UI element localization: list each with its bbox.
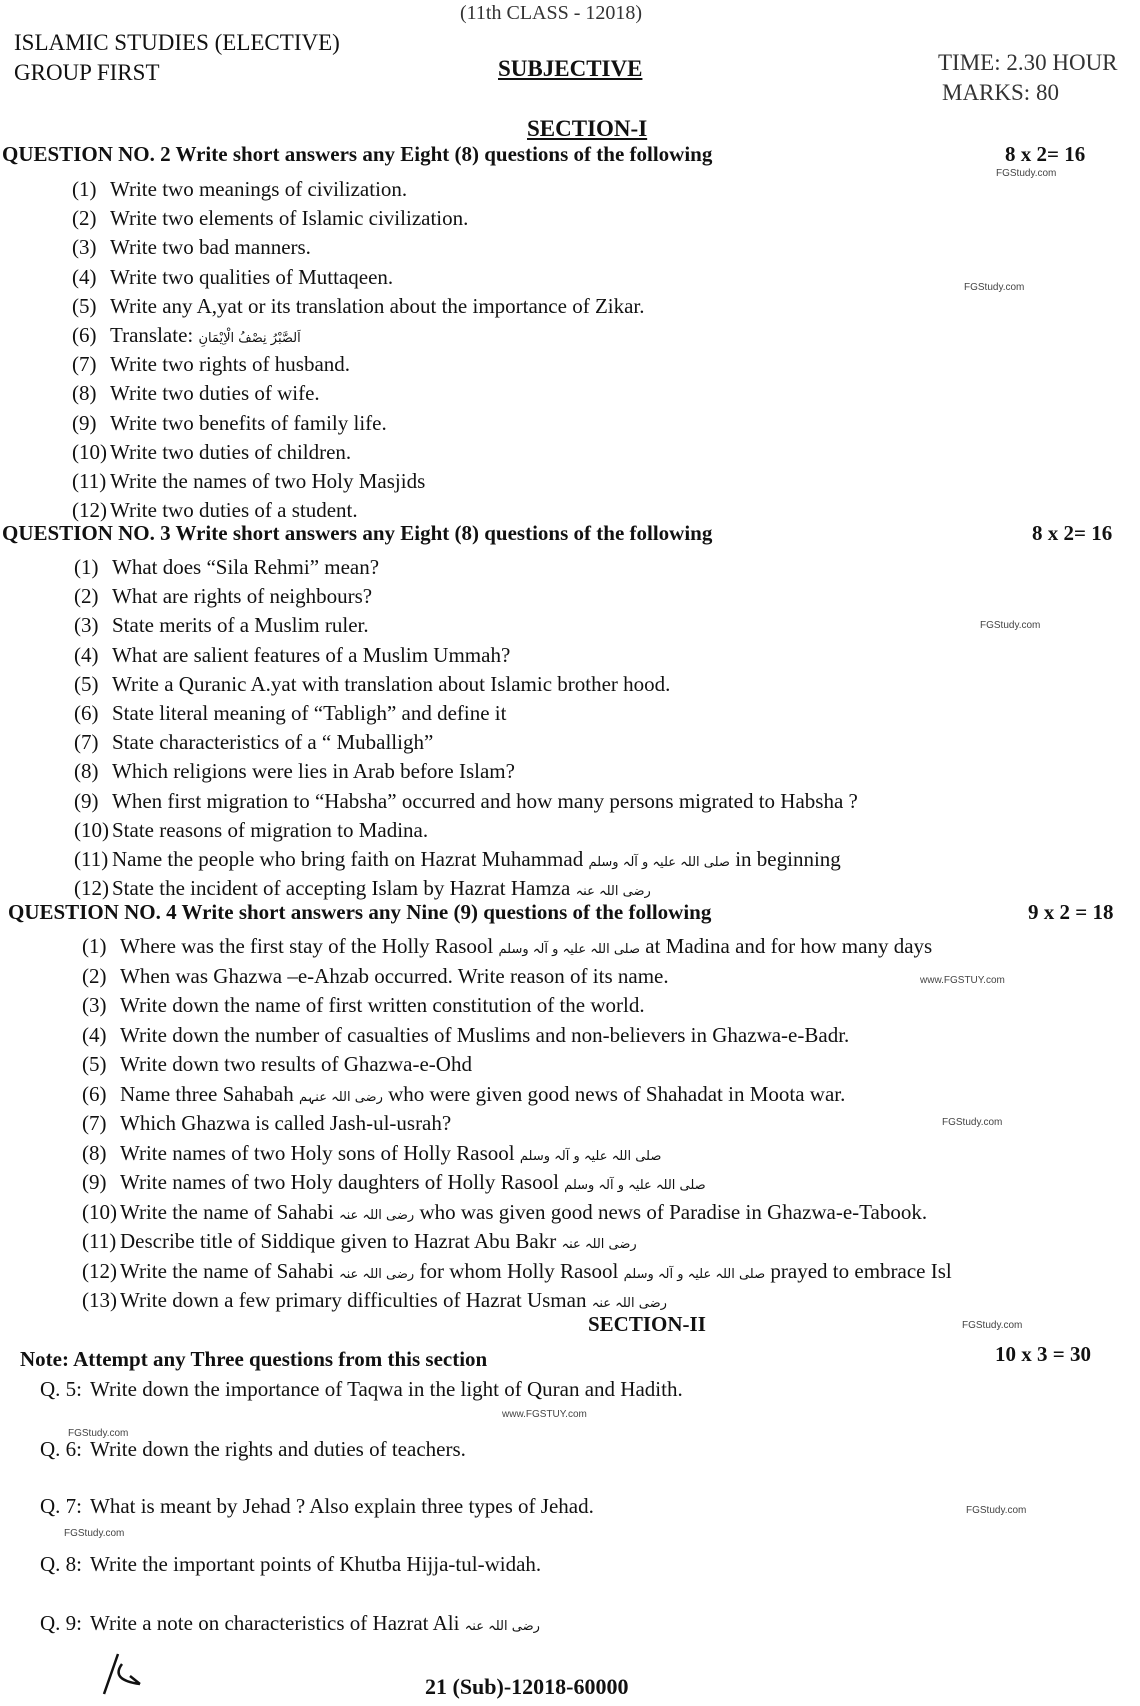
item-text: What is meant by Jehad ? Also explain three types of Jehad.	[90, 1494, 594, 1518]
item-number: (11)	[82, 1229, 117, 1253]
question-item	[82, 1168, 952, 1198]
item-text: Write two elements of Islamic civilization.	[110, 206, 469, 231]
time-label: TIME: 2.30 HOUR	[938, 50, 1118, 75]
item-number: (7)	[74, 730, 99, 755]
item-text: Name three Sahabah	[120, 1081, 300, 1106]
item-text: State merits of a Muslim ruler.	[112, 613, 369, 638]
item-text: Write two benefits of family life.	[110, 410, 387, 435]
long-question	[40, 1377, 683, 1402]
section-2-marks: 10 x 3 = 30	[995, 1342, 1091, 1366]
question-4-heading	[8, 900, 1114, 925]
item-number: Q. 8:	[40, 1552, 82, 1576]
item-number: (13)	[82, 1288, 117, 1312]
question-2-heading	[2, 142, 1086, 167]
item-number: (8)	[82, 1140, 107, 1165]
item-text-continued: who were given good news of Shahadat in Moota war.	[382, 1081, 846, 1106]
question-item	[72, 263, 645, 292]
item-text: State the incident of accepting Islam by Hazrat Hamza	[112, 876, 576, 901]
arabic-honorific: رضی اللہ عنہم	[299, 1089, 383, 1105]
question-item	[72, 467, 645, 496]
section-2-title: SECTION-II	[588, 1312, 706, 1336]
item-number: (11)	[74, 846, 109, 871]
watermark-text: FGStudy.com	[68, 1428, 129, 1439]
watermark-text: FGStudy.com	[962, 1320, 1023, 1331]
question-item	[82, 962, 952, 992]
item-text: Which religions were lies in Arab before Islam?	[112, 759, 515, 784]
question-item	[82, 1050, 952, 1080]
long-question	[40, 1437, 466, 1462]
item-text: What are rights of neighbours?	[112, 584, 373, 609]
item-number: (6)	[72, 322, 97, 347]
item-text: Write names of two Holy daughters of Holly Rasool	[120, 1170, 565, 1194]
question-item	[72, 204, 645, 233]
question-item	[82, 1139, 952, 1169]
item-number: (4)	[72, 264, 97, 289]
group-label: GROUP FIRST	[14, 60, 160, 85]
section-2-note: Note: Attempt any Three questions from this section	[20, 1347, 488, 1371]
item-text: State characteristics of a “ Muballigh”	[112, 730, 434, 755]
item-text: Write the name of Sahabi	[120, 1199, 339, 1224]
item-text: Write down a few primary difficulties of Hazrat Usman	[120, 1288, 592, 1312]
question-item	[74, 757, 858, 786]
question-item	[74, 582, 858, 611]
item-number: (6)	[74, 700, 99, 725]
long-question	[40, 1611, 540, 1636]
item-number: (10)	[72, 439, 107, 464]
item-text: What does “Sila Rehmi” mean?	[112, 555, 380, 579]
arabic-honorific: رضی اللہ عنہ	[339, 1266, 415, 1282]
arabic-honorific: رضی اللہ عنہ	[464, 1619, 540, 1634]
question-item	[82, 1198, 952, 1228]
item-text: Write a Quranic A.yat with translation about Islamic brother hood.	[112, 671, 671, 696]
item-text: Describe title of Siddique given to Hazrat Abu Bakr	[120, 1229, 562, 1253]
arabic-honorific: صلی اللہ علیہ و آلہ وسلم	[623, 1266, 766, 1282]
question-item	[74, 845, 858, 874]
item-text: Where was the first stay of the Holly Rasool	[120, 934, 499, 958]
question-item	[82, 1227, 952, 1257]
watermark-text: www.FGSTUY.com	[920, 975, 1005, 986]
question-item	[74, 728, 858, 757]
item-number: (7)	[72, 352, 97, 377]
item-text: When was Ghazwa –e-Ahzab occurred. Write reason of its name.	[120, 963, 669, 988]
question-item	[82, 991, 952, 1021]
item-number: (9)	[72, 410, 97, 435]
item-text-continued: in beginning	[729, 846, 841, 871]
arabic-honorific: رضی اللہ عنہ	[339, 1207, 415, 1223]
question-item	[74, 611, 858, 640]
item-number: (2)	[82, 963, 107, 988]
question-item	[72, 379, 645, 408]
paper-code: 21 (Sub)-12018-60000	[425, 1674, 629, 1699]
question-marks: 8 x 2= 16	[1005, 142, 1086, 166]
section-1-title: SECTION-I	[527, 116, 648, 141]
item-number: (12)	[82, 1258, 117, 1283]
question-item	[72, 438, 645, 467]
question-3-heading	[2, 521, 1113, 546]
question-item	[74, 787, 858, 816]
arabic-honorific: رضی اللہ عنہ	[575, 884, 651, 900]
item-number: (5)	[82, 1052, 107, 1076]
question-2-items	[72, 175, 645, 525]
paper-type: SUBJECTIVE	[498, 56, 643, 81]
question-item	[82, 1080, 952, 1110]
item-number: (1)	[72, 177, 97, 201]
item-text: Write down the number of casualties of Muslims and non-believers in Ghazwa-e-Badr.	[120, 1022, 850, 1047]
item-number: (5)	[74, 671, 99, 696]
class-line: (11th CLASS - 12018)	[460, 2, 643, 24]
item-number: (8)	[72, 381, 97, 406]
question-item	[82, 1257, 952, 1287]
item-text: Which Ghazwa is called Jash-ul-usrah?	[120, 1111, 452, 1135]
item-text: Write two duties of a student.	[110, 498, 358, 523]
question-item	[82, 1286, 952, 1316]
question-heading-text: QUESTION NO. 2 Write short answers any Eight (8) questions of the following	[2, 142, 713, 166]
watermark-text: www.FGSTUY.com	[502, 1409, 587, 1420]
item-text-continued: for whom Holly Rasool	[414, 1258, 624, 1283]
item-number: (8)	[74, 759, 99, 784]
item-number: (3)	[82, 993, 107, 1017]
item-text: Write down the rights and duties of teachers.	[90, 1437, 466, 1461]
item-number: (3)	[74, 613, 99, 638]
question-marks: 9 x 2 = 18	[1028, 900, 1114, 924]
item-number: Q. 7:	[40, 1494, 82, 1518]
item-number: (1)	[74, 555, 99, 579]
watermark-text: FGStudy.com	[942, 1117, 1003, 1128]
item-text: Write the names of two Holy Masjids	[110, 468, 426, 493]
question-item	[74, 553, 858, 582]
question-item	[74, 874, 858, 903]
question-item	[72, 292, 645, 321]
question-item	[82, 1021, 952, 1051]
item-text: State reasons of migration to Madina.	[112, 817, 429, 842]
item-number: (2)	[72, 206, 97, 231]
item-number: (6)	[82, 1081, 107, 1106]
long-question	[40, 1552, 541, 1577]
item-text: Write the name of Sahabi	[120, 1258, 339, 1283]
item-number: Q. 5:	[40, 1377, 82, 1401]
question-item	[74, 816, 858, 845]
item-number: (2)	[74, 584, 99, 609]
watermark-text: FGStudy.com	[980, 620, 1041, 631]
question-item	[72, 233, 645, 262]
item-number: (9)	[74, 788, 99, 813]
question-heading-text: QUESTION NO. 4 Write short answers any Nine (9) questions of the following	[8, 900, 712, 924]
item-text: Write down the name of first written constitution of the world.	[120, 993, 645, 1017]
question-item	[72, 409, 645, 438]
item-text-continued: at Madina and for how many days	[640, 934, 933, 958]
arabic-honorific: اَلصَّبْرُ نِصْفُ الْاِیْمَانِ	[198, 330, 301, 346]
item-text-continued: who was given good news of Paradise in Ghazwa-e-Tabook.	[414, 1199, 928, 1224]
item-text: When first migration to “Habsha” occurred and how many persons migrated to Habsha ?	[112, 788, 858, 813]
item-number: Q. 9:	[40, 1611, 82, 1635]
marks-label: MARKS: 80	[942, 80, 1059, 105]
arabic-honorific: صلی اللہ علیہ و آلہ وسلم	[519, 1148, 662, 1164]
item-text-continued: prayed to embrace Isl	[765, 1258, 952, 1283]
item-text: What are salient features of a Muslim Ummah?	[112, 642, 511, 667]
watermark-text: FGStudy.com	[64, 1528, 125, 1539]
item-text: Write down two results of Ghazwa-e-Ohd	[120, 1052, 472, 1076]
item-number: (4)	[74, 642, 99, 667]
item-text: Write two rights of husband.	[110, 352, 351, 377]
question-item	[82, 932, 952, 962]
item-text: Write two qualities of Muttaqeen.	[110, 264, 394, 289]
arabic-honorific: رضی اللہ عنہ	[561, 1237, 637, 1252]
item-number: (12)	[72, 498, 107, 523]
item-number: (4)	[82, 1022, 107, 1047]
question-item	[72, 175, 645, 204]
question-item	[72, 350, 645, 379]
item-number: Q. 6:	[40, 1437, 82, 1461]
question-item	[74, 670, 858, 699]
item-text: State literal meaning of “Tabligh” and define it	[112, 700, 507, 725]
item-number: (9)	[82, 1170, 107, 1194]
item-number: (11)	[72, 468, 107, 493]
item-number: (5)	[72, 293, 97, 318]
item-text: Translate:	[110, 322, 199, 347]
watermark-text: FGStudy.com	[966, 1505, 1027, 1516]
item-text: Write the important points of Khutba Hijja-tul-widah.	[90, 1552, 542, 1576]
question-item	[72, 321, 645, 350]
item-number: (3)	[72, 235, 97, 260]
item-number: (12)	[74, 876, 109, 901]
watermark-text: FGStudy.com	[996, 168, 1057, 179]
question-item	[74, 699, 858, 728]
question-heading-text: QUESTION NO. 3 Write short answers any Eight (8) questions of the following	[2, 521, 713, 545]
item-text: Write two duties of children.	[110, 439, 352, 464]
item-text: Write two duties of wife.	[110, 381, 320, 406]
item-text: Name the people who bring faith on Hazrat Muhammad	[112, 846, 589, 871]
item-text: Write a note on characteristics of Hazrat Ali	[90, 1611, 465, 1635]
arabic-honorific: صلی اللہ علیہ و آلہ وسلم	[564, 1178, 706, 1193]
signature-mark	[100, 1650, 160, 1700]
item-text: Write two meanings of civilization.	[110, 177, 408, 201]
question-4-items	[82, 932, 952, 1316]
item-text: Write two bad manners.	[110, 235, 311, 260]
item-number: (1)	[82, 934, 107, 958]
watermark-text: FGStudy.com	[964, 282, 1025, 293]
arabic-honorific: صلی اللہ علیہ و آلہ وسلم	[588, 854, 730, 870]
question-3-items	[74, 553, 858, 903]
subject-title: ISLAMIC STUDIES (ELECTIVE)	[14, 30, 340, 55]
item-number: (7)	[82, 1111, 107, 1135]
arabic-honorific: صلی اللہ علیہ و آلہ وسلم	[498, 942, 641, 957]
question-item	[74, 641, 858, 670]
question-marks: 8 x 2= 16	[1032, 521, 1113, 545]
item-text: Write names of two Holy sons of Holly Rasool	[120, 1140, 520, 1165]
item-text: Write down the importance of Taqwa in the light of Quran and Hadith.	[90, 1377, 683, 1401]
long-question	[40, 1494, 594, 1519]
item-number: (10)	[82, 1199, 117, 1224]
question-item	[82, 1109, 952, 1139]
item-text: Write any A,yat or its translation about the importance of Zikar.	[110, 293, 645, 318]
item-number: (10)	[74, 817, 109, 842]
arabic-honorific: رضی اللہ عنہ	[591, 1296, 667, 1311]
